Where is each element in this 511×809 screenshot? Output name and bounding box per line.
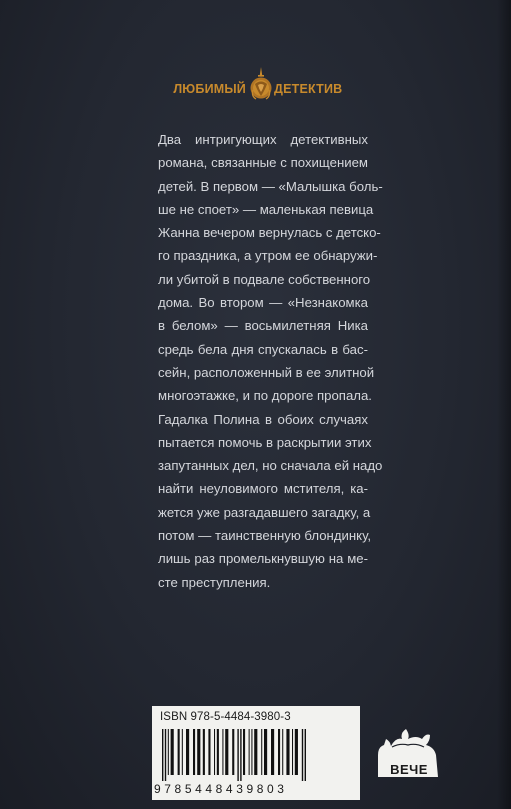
barcode-bar <box>171 729 174 775</box>
barcode-bar <box>197 729 200 775</box>
barcode-bar <box>178 729 180 775</box>
isbn-sticker <box>152 706 360 800</box>
barcode-bar <box>193 729 195 775</box>
barcode-bar <box>261 729 262 775</box>
barcode-bar <box>237 729 238 781</box>
barcode-bar <box>168 729 169 775</box>
barcode-bar <box>240 729 241 781</box>
blurb-line: Два интригующих детективных <box>158 132 368 147</box>
barcode-bar <box>182 729 183 775</box>
blurb-line: пытается помочь в раскрытии этих <box>158 434 372 450</box>
blurb-line: жется уже разгадавшего загадку, а <box>158 504 371 520</box>
blurb-line: Жанна вечером вернулась с детско- <box>158 225 381 241</box>
barcode-bar <box>286 729 289 775</box>
blurb-line: дома. Во втором — «Незнакомка <box>158 295 368 311</box>
barcode <box>160 729 352 781</box>
barcode-bar <box>232 729 234 775</box>
barcode-number: 9785448439803 <box>154 782 288 796</box>
barcode-bar <box>203 729 205 775</box>
barcode-bar <box>264 729 267 775</box>
barcode-bar <box>186 729 189 775</box>
blurb-line: сте преступления. <box>158 574 271 590</box>
barcode-bar <box>165 729 166 781</box>
blurb-line: потом — таинственную блондинку, <box>158 528 372 544</box>
barcode-bar <box>305 729 306 781</box>
series-title-left: ЛЮБИМЫЙ <box>173 82 246 96</box>
barcode-bar <box>249 729 250 775</box>
barcode-bar <box>222 729 223 775</box>
barcode-bar <box>292 729 293 775</box>
barcode-bar <box>217 729 219 775</box>
blurb-line: найти неуловимого мстителя, ка- <box>158 481 368 497</box>
blurb-line: запутанных дел, но сначала ей надо <box>158 458 383 474</box>
blurb-line: го праздника, а утром ее обнаружи- <box>158 248 378 264</box>
barcode-bar <box>162 729 163 781</box>
barcode-bar <box>295 729 298 775</box>
blurb-line: лишь раз промелькнувшую на ме- <box>158 551 368 567</box>
barcode-bar <box>214 729 215 775</box>
book-blurb <box>158 128 383 594</box>
blurb-line: сейн, расположенный в ее элитной <box>158 364 375 380</box>
series-header <box>160 74 360 104</box>
blurb-line: средь бела дня спускалась в бас- <box>158 341 368 357</box>
cover-edge-shadow <box>497 0 511 809</box>
barcode-bar <box>225 729 228 775</box>
barcode-bar <box>208 729 210 775</box>
barcode-bar <box>278 729 280 775</box>
blurb-line: ше не споет» — маленькая певица <box>158 201 374 217</box>
barcode-bar <box>302 729 303 781</box>
blurb-line: романа, связанные с похищением <box>158 155 368 171</box>
blurb-line: Гадалка Полина в обоих случаях <box>158 411 368 427</box>
blurb-line: детей. В первом — «Малышка боль- <box>158 178 383 194</box>
blurb-line: ли убитой в подвале собственного <box>158 271 371 287</box>
barcode-bar <box>254 729 257 775</box>
publisher-name: ВЕЧЕ <box>390 762 428 777</box>
barcode-bar <box>282 729 283 775</box>
series-emblem-icon <box>249 66 273 106</box>
series-title-right: ДЕТЕКТИВ <box>274 82 343 96</box>
barcode-bar <box>243 729 245 775</box>
barcode-bar <box>251 729 252 775</box>
isbn-label: ISBN 978-5-4484-3980-3 <box>160 711 291 723</box>
blurb-line: в белом» — восьмилетняя Ника <box>158 318 368 334</box>
blurb-line: многоэтажке, и по дороге пропала. <box>158 388 372 404</box>
barcode-bar <box>271 729 274 775</box>
